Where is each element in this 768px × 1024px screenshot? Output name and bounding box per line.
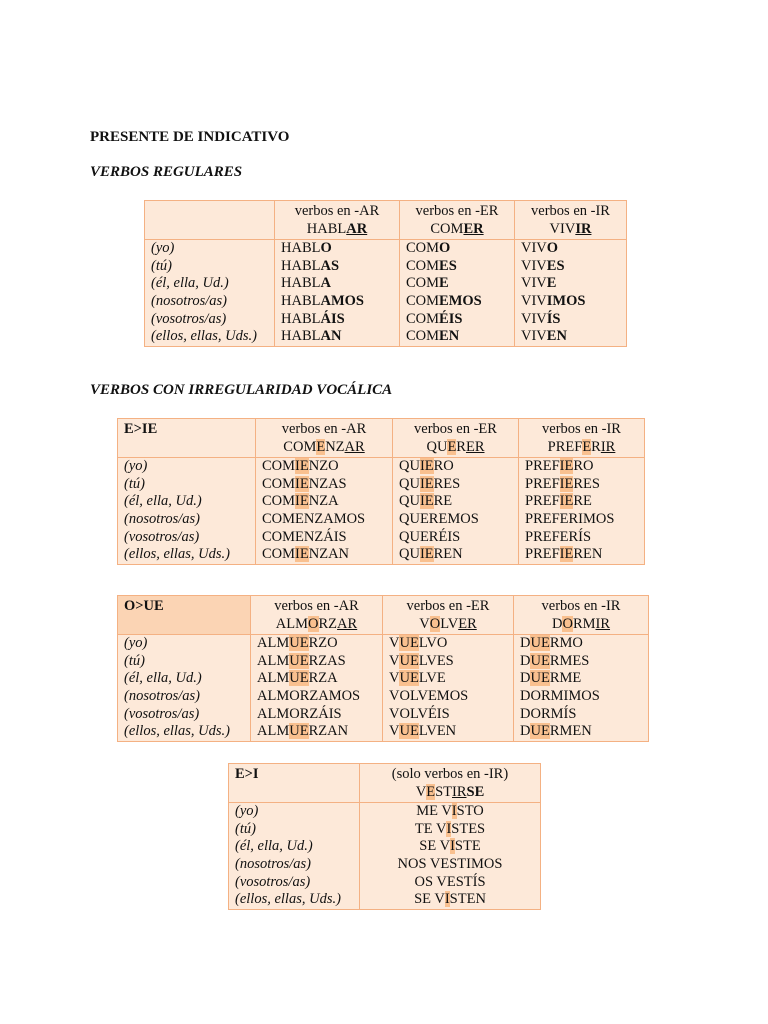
verb-form: VUELVE <box>389 670 446 687</box>
e-i-verbs-table <box>228 763 541 910</box>
pronoun-column <box>118 635 251 742</box>
pronoun-label: (vosotros/as) <box>124 528 200 545</box>
column-label: verbos en -IR <box>541 598 621 614</box>
pronoun-column <box>145 240 275 347</box>
verb-form: COMENZAMOS <box>262 510 366 527</box>
verb-form: ME VISTO <box>416 803 484 820</box>
table-body-row <box>118 458 645 565</box>
table-body-row <box>145 240 627 347</box>
pronoun-label: (ellos, ellas, Uds.) <box>124 723 230 740</box>
forms-column-er <box>383 635 514 742</box>
verb-form: PREFIERO <box>525 458 594 475</box>
verb-form: COME <box>406 275 449 292</box>
infinitive: COMER <box>430 220 484 237</box>
verb-form: COMIENZAS <box>262 475 347 492</box>
pronoun-label: (ellos, ellas, Uds.) <box>151 328 257 345</box>
pronoun-label: (él, ella, Ud.) <box>235 838 313 855</box>
verb-form: QUIEREN <box>399 546 463 563</box>
verb-form: ALMUERZA <box>257 670 338 687</box>
column-header-ir <box>515 201 627 240</box>
verb-form: COMIENZA <box>262 493 339 510</box>
column-label: verbos en -AR <box>294 203 380 219</box>
forms-column-ar <box>275 240 400 347</box>
verb-form: HABLAS <box>281 257 340 274</box>
pronoun-label: (yo) <box>151 240 175 257</box>
verb-form: TE VISTES <box>414 820 486 837</box>
pronoun-label: (tú) <box>124 475 145 492</box>
infinitive: PREFERIR <box>547 438 616 455</box>
verb-form: DUERMO <box>520 635 583 652</box>
pronoun-column <box>118 458 256 565</box>
e-ie-verbs-table <box>117 418 645 565</box>
column-header-ir <box>360 764 541 803</box>
verb-form: PREFIEREN <box>525 546 603 563</box>
pronoun-label: (nosotros/as) <box>124 687 200 704</box>
column-label: verbos en -AR <box>274 598 359 614</box>
o-ue-verbs-table <box>117 595 649 742</box>
pronoun-label: (vosotros/as) <box>235 873 311 890</box>
pronoun-label: (yo) <box>124 458 148 475</box>
verb-form: COMIENZAN <box>262 546 350 563</box>
verb-form: COMO <box>406 240 451 257</box>
infinitive: VIVIR <box>549 220 592 237</box>
verb-form: VUELVES <box>389 652 454 669</box>
pronoun-label: (vosotros/as) <box>124 705 200 722</box>
verb-form: PREFIERE <box>525 493 592 510</box>
verb-form: SE VISTEN <box>414 891 486 908</box>
pronoun-label: (ellos, ellas, Uds.) <box>235 891 341 908</box>
pronoun-label: (nosotros/as) <box>235 855 311 872</box>
verb-form: ALMORZAMOS <box>257 687 361 704</box>
verb-form: COMÉIS <box>406 310 463 327</box>
infinitive: QUERER <box>426 438 485 455</box>
verb-form: QUERÉIS <box>399 528 461 545</box>
verb-form: DUERME <box>520 670 582 687</box>
verb-form: DORMÍS <box>520 705 577 722</box>
pronoun-column <box>229 803 360 910</box>
infinitive: HABLAR <box>306 220 368 237</box>
pronoun-label: (ellos, ellas, Uds.) <box>124 546 230 563</box>
column-header-ar <box>256 419 393 458</box>
forms-column-ir <box>519 458 645 565</box>
verb-form: VIVO <box>521 240 559 257</box>
column-label: verbos en -IR <box>531 203 610 219</box>
verb-form: PREFERÍS <box>525 528 592 545</box>
verb-form: HABLAMOS <box>281 292 364 309</box>
corner-cell: E>IE <box>118 419 256 458</box>
verb-form: VUELVO <box>389 635 448 652</box>
verb-form: VOLVÉIS <box>389 705 450 722</box>
forms-column-ir <box>360 803 541 910</box>
verb-form: SE VISTE <box>419 838 481 855</box>
pronoun-label: (tú) <box>151 257 172 274</box>
table-body-row <box>118 635 649 742</box>
verb-form: DUERMES <box>520 652 590 669</box>
verb-form: COMENZÁIS <box>262 528 347 545</box>
pronoun-label: (vosotros/as) <box>151 310 227 327</box>
forms-column-er <box>393 458 519 565</box>
page-title: PRESENTE DE INDICATIVO <box>90 129 290 145</box>
pronoun-label: (él, ella, Ud.) <box>124 493 202 510</box>
verb-form: VUELVEN <box>389 723 457 740</box>
column-label: verbos en -IR <box>542 421 621 437</box>
corner-cell: O>UE <box>118 596 251 635</box>
table-body-row <box>229 803 541 910</box>
verb-form: COMIENZO <box>262 458 339 475</box>
verb-form: COMEN <box>406 328 460 345</box>
verb-form: VIVEN <box>521 328 567 345</box>
verb-form: HABLA <box>281 275 331 292</box>
verb-form: VIVÍS <box>521 310 561 327</box>
infinitive: COMENZAR <box>283 438 365 455</box>
corner-cell: E>I <box>229 764 360 803</box>
verb-form: HABLO <box>281 240 332 257</box>
pronoun-label: (él, ella, Ud.) <box>124 670 202 687</box>
verb-form: PREFIERES <box>525 475 600 492</box>
column-label: verbos en -ER <box>414 421 497 437</box>
infinitive: DORMIR <box>551 615 611 632</box>
verb-form: DORMIMOS <box>520 687 600 704</box>
column-header-er <box>393 419 519 458</box>
verb-form: QUIERO <box>399 458 454 475</box>
table-header-row <box>229 764 541 803</box>
pronoun-label: (él, ella, Ud.) <box>151 275 229 292</box>
regular-verbs-table <box>144 200 627 347</box>
column-header-ir <box>519 419 645 458</box>
column-label: verbos en -ER <box>415 203 499 219</box>
table-header-row <box>118 419 645 458</box>
column-label: verbos en -AR <box>281 421 367 437</box>
verb-form: COMES <box>406 257 457 274</box>
verb-form: VOLVEMOS <box>389 687 469 704</box>
corner-cell <box>145 201 275 240</box>
column-header-ir <box>514 596 649 635</box>
verb-form: HABLAN <box>281 328 342 345</box>
pronoun-label: (nosotros/as) <box>124 510 200 527</box>
infinitive: VOLVER <box>419 615 477 632</box>
verb-form: ALMUERZAN <box>257 723 349 740</box>
column-label: (solo verbos en -IR) <box>391 766 509 782</box>
table-header-row <box>145 201 627 240</box>
forms-column-ir <box>515 240 627 347</box>
irregular-verbs-heading: VERBOS CON IRREGULARIDAD VOCÁLICA <box>90 382 393 398</box>
forms-column-ar <box>251 635 383 742</box>
column-label: verbos en -ER <box>406 598 490 614</box>
column-header-ar <box>251 596 383 635</box>
verb-form: DUERMEN <box>520 723 592 740</box>
verb-form: QUIERE <box>399 493 453 510</box>
table-header-row <box>118 596 649 635</box>
pronoun-label: (tú) <box>235 820 256 837</box>
verb-form: HABLÁIS <box>281 310 345 327</box>
verb-form: OS VESTÍS <box>414 873 486 890</box>
verb-form: PREFERIMOS <box>525 510 615 527</box>
regular-verbs-heading: VERBOS REGULARES <box>90 164 243 180</box>
pronoun-label: (tú) <box>124 652 145 669</box>
verb-form: ALMORZÁIS <box>257 705 342 722</box>
verb-form: NOS VESTIMOS <box>397 855 503 872</box>
forms-column-er <box>400 240 515 347</box>
forms-column-ar <box>256 458 393 565</box>
verb-form: QUIERES <box>399 475 461 492</box>
infinitive: ALMORZAR <box>275 615 358 632</box>
verb-form: COMEMOS <box>406 292 482 309</box>
column-header-er <box>383 596 514 635</box>
column-header-ar <box>275 201 400 240</box>
verb-form: ALMUERZAS <box>257 652 346 669</box>
verb-form: VIVES <box>521 257 565 274</box>
verb-form: VIVIMOS <box>521 292 586 309</box>
verb-form: ALMUERZO <box>257 635 338 652</box>
pronoun-label: (yo) <box>235 803 259 820</box>
verb-form: QUEREMOS <box>399 510 479 527</box>
infinitive: VESTIRSE <box>415 783 485 800</box>
pronoun-label: (yo) <box>124 635 148 652</box>
verb-form: VIVE <box>521 275 557 292</box>
pronoun-label: (nosotros/as) <box>151 292 227 309</box>
forms-column-ir <box>514 635 649 742</box>
column-header-er <box>400 201 515 240</box>
